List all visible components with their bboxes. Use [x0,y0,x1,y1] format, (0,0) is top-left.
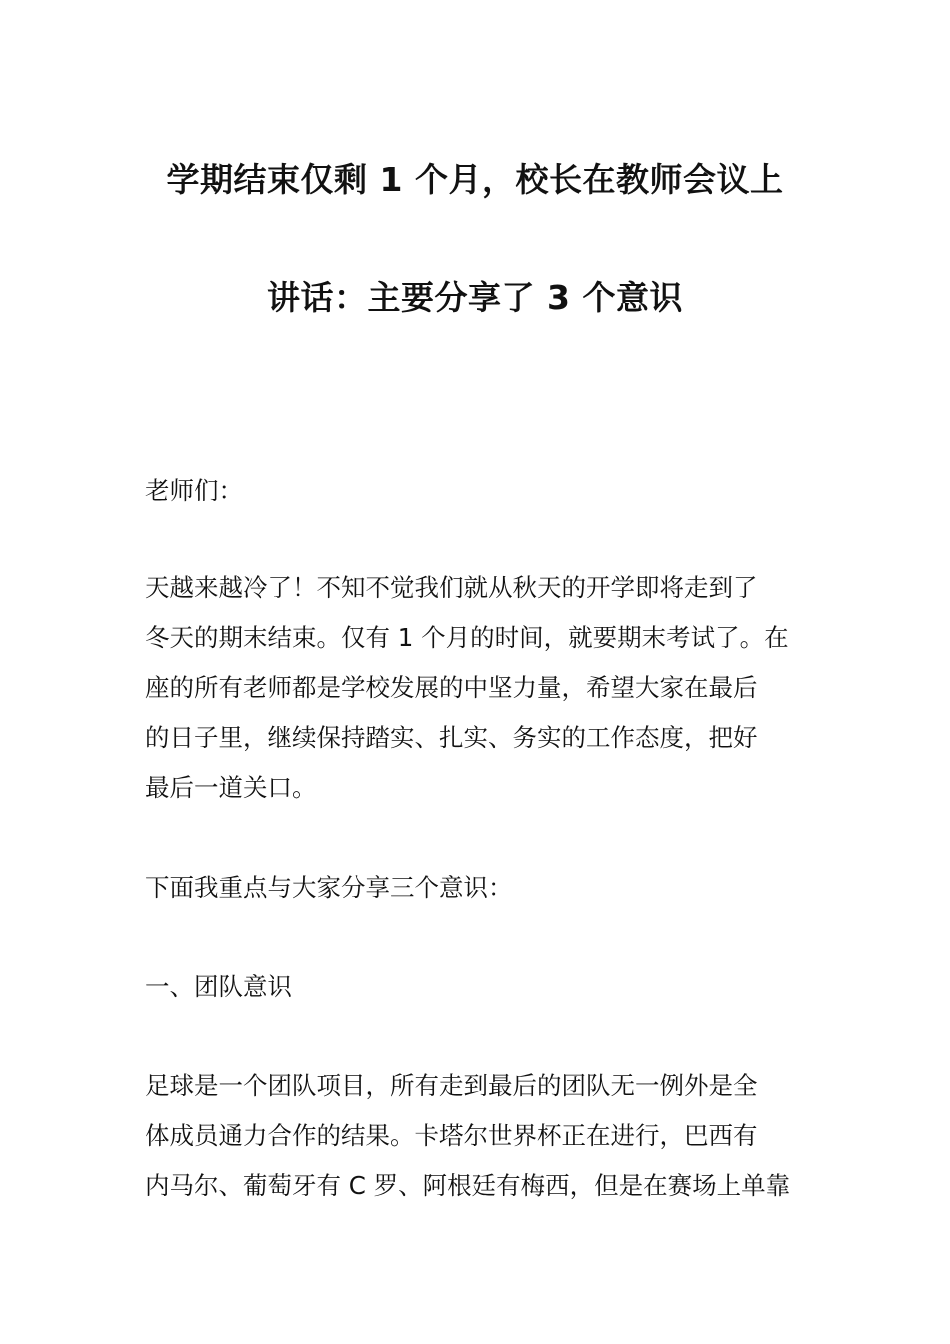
paragraph-1 [145,563,810,813]
paragraph-1-line: 最后一道关口。 [145,773,317,802]
paragraph-1-line: 的日子里，继续保持踏实、扎实、务实的工作态度，把好 [145,723,758,752]
paragraph-1-line: 天越来越冷了！不知不觉我们就从秋天的开学即将走到了 [145,573,758,602]
salutation: 老师们： [145,476,243,505]
document-title-line-2: 讲话：主要分享了 3 个意识 [267,278,683,317]
paragraph-1-line: 座的所有老师都是学校发展的中坚力量，希望大家在最后 [145,673,758,702]
paragraph-2 [145,1061,810,1211]
intro-sentence: 下面我重点与大家分享三个意识： [145,873,513,902]
section-heading: 一、团队意识 [145,972,292,1001]
document-title-line-1: 学期结束仅剩 1 个月，校长在教师会议上 [166,160,784,199]
paragraph-2-line: 内马尔、葡萄牙有 C 罗、阿根廷有梅西，但是在赛场上单靠 [145,1171,791,1200]
paragraph-2-line: 足球是一个团队项目，所有走到最后的团队无一例外是全 [145,1071,758,1100]
paragraph-2-line: 体成员通力合作的结果。卡塔尔世界杯正在进行，巴西有 [145,1121,758,1150]
paragraph-1-line: 冬天的期末结束。仅有 1 个月的时间，就要期末考试了。在 [145,623,789,652]
